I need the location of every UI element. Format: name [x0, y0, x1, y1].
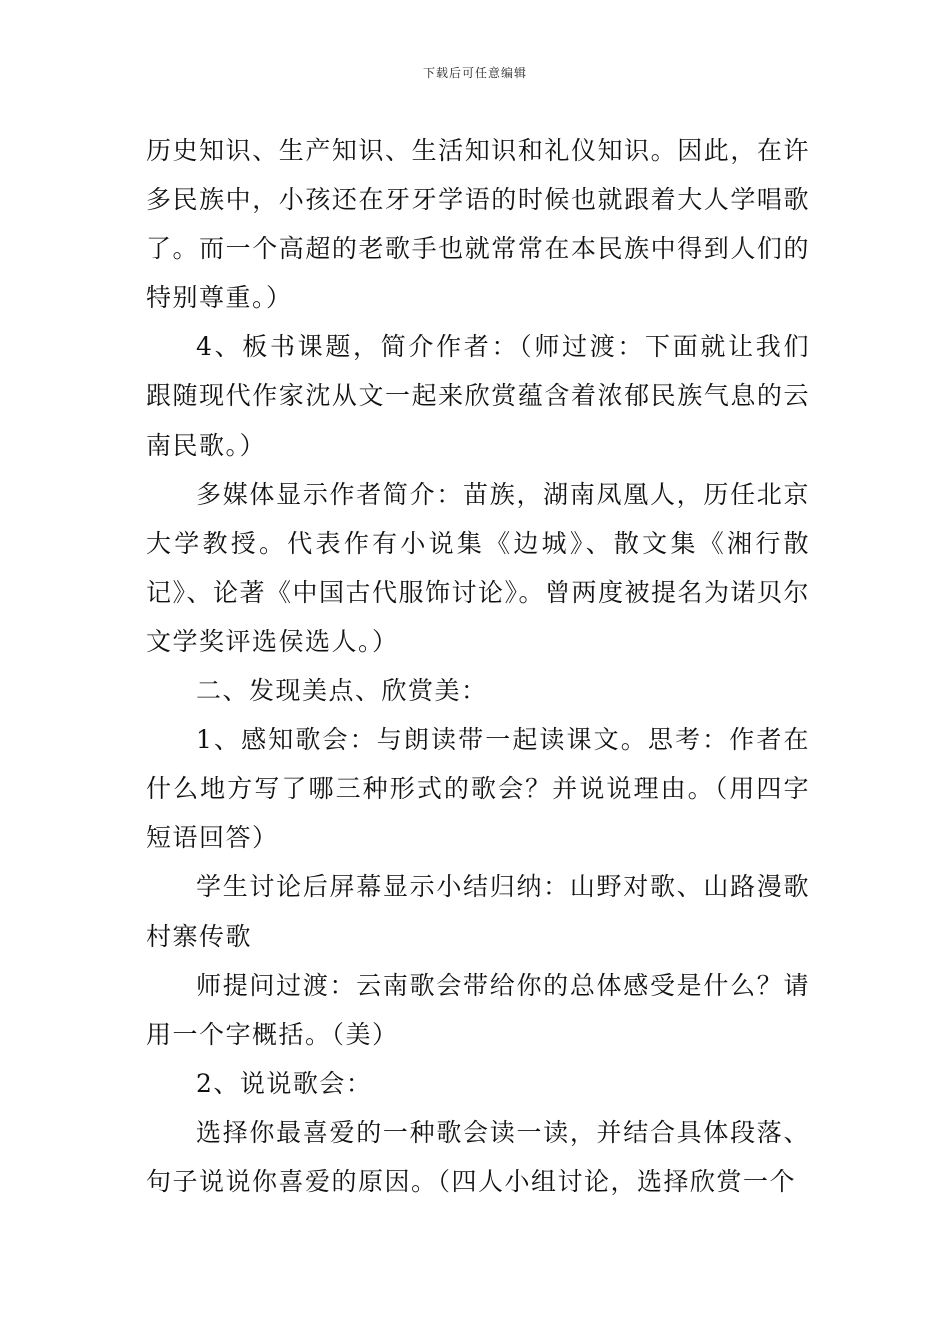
- section-heading: 二、发现美点、欣赏美：: [196, 676, 488, 706]
- page-header: 下载后可任意编辑: [422, 66, 527, 80]
- paragraph-1: 历史知识、生产知识、生活知识和礼仪知识。因此，在许多民族中，小孩还在牙牙学语的时候也就跟着大人学唱歌了。而一个高超的老歌手也就常常在本民族中得到人们的特别尊重。）: [146, 136, 810, 313]
- paragraph-5: 1、感知歌会：与朗读带一起读课文。思考：作者在什么地方写了哪三种形式的歌会？并说说理由。（用四字短语回答）: [146, 725, 810, 853]
- paragraph-2: 4、板书课题，简介作者：（师过渡：下面就让我们跟随现代作家沈从文一起来欣赏蕴含着浓郁民族气息的云南民歌。）: [146, 332, 810, 460]
- subsection-heading: 2、说说歌会：: [196, 1068, 373, 1098]
- paragraph-9: 选择你最喜爱的一种歌会读一读，并结合具体段落、句子说说你喜爱的原因。（四人小组讨论，选择欣赏一个: [146, 1117, 810, 1196]
- document-body: [146, 126, 810, 1206]
- paragraph-6: 学生讨论后屏幕显示小结归纳：山野对歌、山路漫歌村寨传歌: [146, 872, 810, 951]
- paragraph-7: 师提问过渡：云南歌会带给你的总体感受是什么？请用一个字概括。（美）: [146, 970, 810, 1049]
- paragraph-3: 多媒体显示作者简介：苗族，湖南凤凰人，历任北京大学教授。代表作有小说集《边城》、散文集《湘行散记》、论著《中国古代服饰讨论》。曾两度被提名为诺贝尔文学奖评选侯选人。）: [146, 479, 811, 656]
